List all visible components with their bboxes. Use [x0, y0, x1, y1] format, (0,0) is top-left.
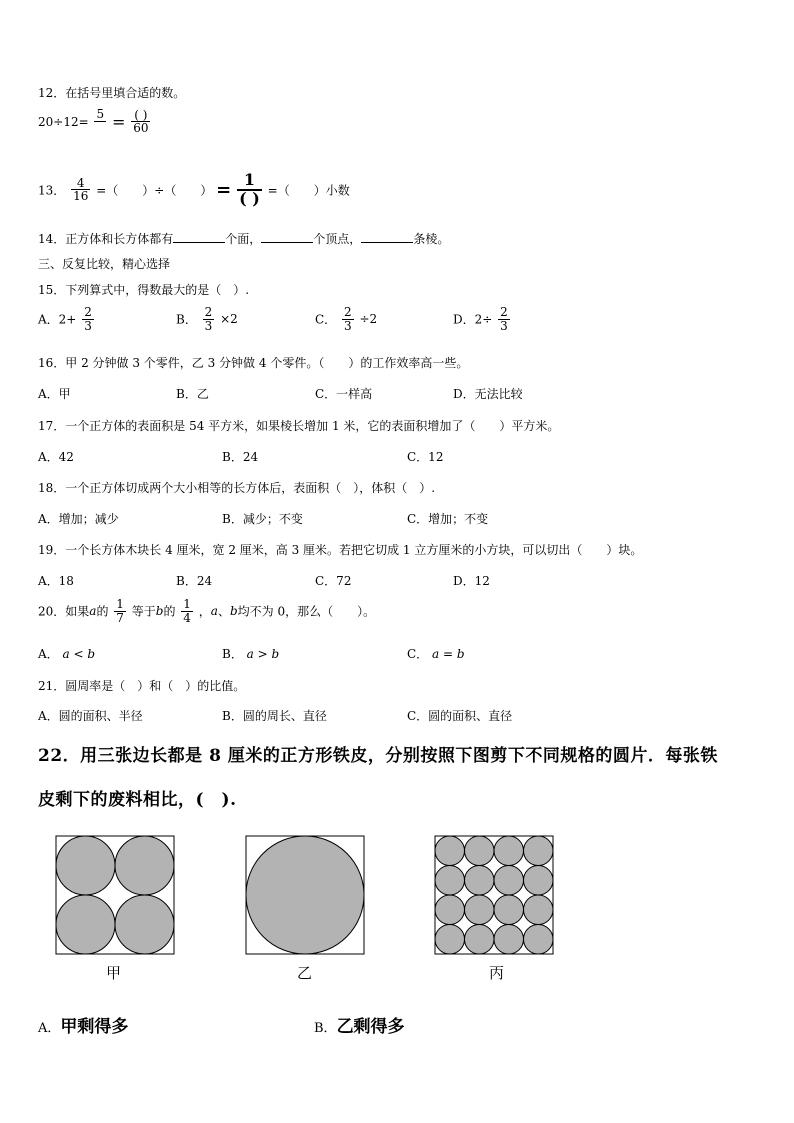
figure-bing-circle [435, 925, 465, 955]
q12-eq: = [111, 112, 126, 132]
q12-f1-num: 5 [96, 107, 105, 121]
q14-blank-vertices[interactable] [261, 230, 313, 243]
q14-blank-edges[interactable] [361, 230, 413, 243]
q20-option-c[interactable] [407, 645, 465, 662]
q12-f2-num: ( ) [131, 109, 150, 123]
figure-bing-circle [435, 895, 465, 925]
q15-b-label: B． [176, 312, 197, 327]
q18-option-b[interactable]: B．减少；不变 [222, 512, 303, 526]
q15-option-c[interactable] [315, 306, 377, 332]
q20-c-label: C． [407, 647, 429, 661]
figure-bing-circle [524, 836, 554, 866]
q20-p4: 的 [163, 604, 176, 619]
q20-a-label: A． [38, 647, 59, 661]
figure-bing-circle [465, 925, 495, 955]
figure-label-bing: 丙 [489, 964, 505, 982]
q15-d-num: 2 [500, 305, 508, 319]
q20-var-b: b [155, 604, 164, 619]
q14-prefix: 14．正方体和长方体都有 [38, 232, 174, 246]
q13-part2: =（ ）小数 [267, 183, 350, 198]
q20-var-b2: b [229, 604, 238, 619]
q20-p6: 、 [217, 604, 230, 619]
q22-figures [0, 830, 794, 960]
figure-label-jia: 甲 [106, 964, 122, 982]
q20-fraction-2 [181, 598, 193, 624]
figure-bing [435, 836, 553, 954]
q18-option-c[interactable]: C．增加；不变 [407, 512, 489, 526]
q14-blank-faces[interactable] [173, 230, 225, 243]
q15-option-b[interactable] [176, 306, 238, 332]
q20-option-b[interactable] [222, 645, 279, 662]
q17-prompt: 17．一个正方体的表面积是 54 平方米，如果棱长增加 1 米，它的表面积增加了（ ）平方米。 [38, 419, 560, 433]
q20-f2-den: 4 [183, 610, 191, 625]
q15-b-num: 2 [204, 305, 213, 319]
q13-equation [38, 172, 350, 208]
q16-prompt: 16．甲 2 分钟做 3 个零件，乙 3 分钟做 4 个零件。（ ）的工作效率高一些。 [38, 356, 469, 370]
q20-p5: ， [198, 604, 211, 619]
q15-a-den: 3 [84, 318, 92, 333]
q20-a-text: a < b [62, 647, 96, 661]
q21-option-b[interactable]: B．圆的周长、直径 [222, 709, 327, 723]
q15-prompt: 15．下列算式中，得数最大的是（ ）. [38, 283, 250, 297]
section-3-heading: 三、反复比较，精心选择 [38, 257, 171, 271]
q13-f-den: 16 [73, 189, 89, 204]
figure-label-yi: 乙 [297, 964, 313, 982]
q12-f2-den: 60 [133, 121, 149, 136]
q13-label: 13． [38, 183, 66, 198]
q12-equation [38, 108, 152, 136]
q13-eq: = [216, 179, 232, 201]
q14-mid2: 个顶点， [313, 232, 362, 246]
q15-c-tail: ÷2 [359, 312, 378, 327]
q15-c-num: 2 [344, 305, 352, 319]
q19-option-c[interactable]: C．72 [315, 574, 352, 588]
q19-prompt: 19．一个长方体木块长 4 厘米，宽 2 厘米，高 3 厘米。若把它切成 1 立方厘米的小方块，可以切出（ ）块。 [38, 543, 643, 557]
q20-p2: 的 [96, 604, 109, 619]
q20-c-text: a = b [432, 647, 465, 661]
q21-option-a[interactable]: A．圆的面积、半径 [38, 709, 143, 723]
q12-fraction-1 [94, 108, 106, 136]
q20-var-a: a [89, 604, 97, 619]
q15-d-den: 3 [500, 318, 508, 333]
q15-option-d[interactable] [453, 306, 512, 332]
q20-f2-num: 1 [183, 597, 191, 611]
q13-part1: =（ ）÷（ ） [96, 183, 213, 198]
q15-a-fraction [82, 306, 94, 332]
q19-option-d[interactable]: D．12 [453, 574, 490, 588]
q20-prompt [38, 598, 375, 624]
q13-f2-den: ( ) [239, 188, 260, 208]
q13-fraction-2 [237, 172, 262, 208]
q13-f-num: 4 [71, 177, 90, 191]
figure-bing-circle [435, 836, 465, 866]
q15-c-fraction [342, 306, 354, 332]
q18-prompt: 18．一个正方体切成两个大小相等的长方体后，表面积（ ），体积（ ）. [38, 481, 436, 495]
q20-p3: 等于 [131, 604, 156, 619]
q12-fraction-2 [131, 109, 150, 135]
q13-f2-num: 1 [237, 172, 262, 191]
q12-prompt: 12．在括号里填合适的数。 [38, 86, 186, 100]
q15-b-tail: ×2 [220, 312, 238, 327]
q17-option-a[interactable]: A．42 [38, 450, 74, 464]
figure-yi-circle [246, 836, 364, 954]
q16-option-c[interactable]: C．一样高 [315, 387, 373, 401]
q22-b-text: 乙剩得多 [336, 1017, 405, 1037]
figure-jia-circle [56, 895, 115, 954]
figure-jia [56, 836, 174, 954]
q22-option-a[interactable] [38, 1012, 128, 1037]
figure-yi [246, 836, 364, 954]
q22-b-label: B． [314, 1021, 337, 1036]
figure-jia-circle [115, 895, 174, 954]
q20-b-label: B． [222, 647, 243, 661]
q14-mid1: 个面， [225, 232, 262, 246]
q21-option-c[interactable]: C．圆的面积、直径 [407, 709, 513, 723]
q19-option-b[interactable]: B．24 [176, 574, 213, 588]
q14-suffix: 条棱。 [413, 232, 450, 246]
figure-jia-circle [115, 836, 174, 895]
q22-prompt-line2: 皮剩下的废料相比，( ). [38, 790, 237, 810]
q15-a-num: 2 [84, 305, 92, 319]
figure-bing-circle [524, 866, 554, 896]
q15-d-label: D．2÷ [453, 312, 493, 327]
q20-p1: 20．如果 [38, 604, 90, 619]
q15-c-label: C． [315, 312, 337, 327]
figure-bing-circle [465, 866, 495, 896]
q15-a-label: A．2+ [38, 312, 77, 327]
q20-p7: 均不为 0，那么（ ）。 [237, 604, 376, 619]
q15-b-den: 3 [204, 318, 213, 333]
q16-option-a[interactable]: A．甲 [38, 387, 71, 401]
figure-bing-circle [435, 866, 465, 896]
q20-f1-den: 7 [116, 610, 124, 625]
figure-bing-circle [494, 895, 524, 925]
figure-bing-circle [494, 836, 524, 866]
q20-b-text: a > b [246, 647, 280, 661]
figure-jia-circle [56, 836, 115, 895]
q19-option-a[interactable]: A．18 [38, 574, 74, 588]
figure-bing-circle [524, 925, 554, 955]
figure-bing-circle [494, 866, 524, 896]
q18-option-a[interactable]: A．增加；减少 [38, 512, 119, 526]
q15-b-fraction [203, 306, 215, 332]
q17-option-b[interactable]: B．24 [222, 450, 259, 464]
q14 [38, 230, 449, 247]
q15-d-fraction [498, 306, 510, 332]
q22-a-label: A． [38, 1021, 61, 1036]
q17-option-c[interactable]: C．12 [407, 450, 444, 464]
figure-bing-circle [524, 895, 554, 925]
figure-bing-circle [494, 925, 524, 955]
q20-option-a[interactable] [38, 645, 95, 662]
q15-c-den: 3 [344, 318, 352, 333]
q22-option-b[interactable] [314, 1012, 405, 1037]
q20-fraction-1 [114, 598, 126, 624]
q22-a-text: 甲剩得多 [60, 1017, 129, 1037]
q15-option-a[interactable] [38, 306, 96, 332]
q12-lhs: 20÷12= [38, 114, 89, 129]
q22-prompt-line1: 22．用三张边长都是 8 厘米的正方形铁皮，分别按照下图剪下不同规格的圆片．每张铁 [38, 746, 718, 766]
q13-fraction-1 [71, 177, 90, 203]
q16-option-b[interactable]: B．乙 [176, 387, 209, 401]
q12-f1-den [94, 122, 106, 136]
figure-bing-circle [465, 895, 495, 925]
figure-bing-circle [465, 836, 495, 866]
q16-option-d[interactable]: D．无法比较 [453, 387, 523, 401]
q20-var-a2: a [210, 604, 218, 619]
q20-f1-num: 1 [116, 597, 124, 611]
q21-prompt: 21．圆周率是（ ）和（ ）的比值。 [38, 679, 246, 693]
